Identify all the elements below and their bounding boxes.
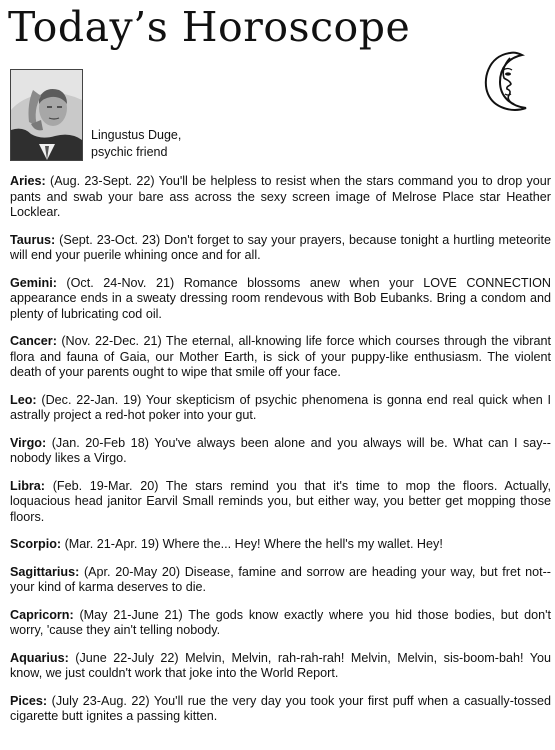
horoscope-entry-aries — [10, 174, 551, 221]
sign-name: Libra: — [10, 478, 45, 493]
sign-name: Scorpio: — [10, 537, 62, 551]
horoscope-entry-scorpio — [10, 537, 551, 553]
sign-name: Capricorn: — [10, 607, 74, 622]
horoscope-entry-virgo — [10, 436, 551, 467]
author-role: psychic friend — [91, 145, 168, 159]
sign-name: Cancer: — [10, 334, 57, 348]
horoscope-entry-sagittarius — [10, 565, 551, 596]
horoscope-text: (Sept. 23-Oct. 23) Don't forget to say your prayers, because tonight a hurtling meteorite will end your puerile whining once and for all. — [10, 232, 551, 262]
horoscope-entry-pices — [10, 694, 551, 725]
author-name: Lingustus Duge, — [91, 128, 182, 142]
horoscope-entry-leo — [10, 393, 551, 424]
horoscope-text: (Mar. 21-Apr. 19) Where the... Hey! Where the hell's my wallet. Hey! — [61, 537, 443, 551]
horoscope-text: (Feb. 19-Mar. 20) The stars remind you that it's time to mop the floors. Actually, loquacious head janitor Earvil Small reminds you, but either way, you better get mopping those floors. — [10, 478, 551, 524]
sign-name: Aries: — [10, 174, 46, 188]
sign-name: Gemini: — [10, 275, 57, 290]
horoscope-entry-libra — [10, 479, 551, 526]
horoscope-text: (Jan. 20-Feb 18) You've always been alone and you always will be. What can I say--nobody likes a Virgo. — [10, 435, 551, 465]
horoscope-text: (July 23-Aug. 22) You'll rue the very day you took your first puff when a casually-tossed cigarette butt ignites a passing kitten. — [10, 693, 551, 723]
sign-name: Pices: — [10, 693, 48, 708]
sign-name: Taurus: — [10, 232, 56, 247]
horoscope-text: (Dec. 22-Jan. 19) Your skepticism of psychic phenomena is gonna end real quick when I astrally project a red-hot poker into your gut. — [10, 392, 551, 422]
author-caption — [91, 127, 181, 161]
sign-name: Virgo: — [10, 435, 47, 450]
horoscope-entry-taurus — [10, 233, 551, 264]
horoscope-text: (Nov. 22-Dec. 21) The eternal, all-knowing life force which courses through the vibrant flora and fauna of Gaia, our Mother Earth, is sick of your puppy-like enthusiasm. The violent death of your parents ought to wipe that smile off your face. — [10, 334, 551, 379]
horoscope-text: (May 21-June 21) The gods know exactly where you hid those bodies, but don't worry, 'cause they ain't telling nobody. — [10, 607, 551, 637]
horoscope-entry-capricorn — [10, 608, 551, 639]
page-title: Today’s Horoscope — [8, 3, 411, 51]
horoscope-text: (Oct. 24-Nov. 21) Romance blossoms anew when your LOVE CONNECTION appearance ends in a sweaty dressing room rendevous with Bob Eubanks. Bring a condom and plenty of lubricating cod oil. — [10, 275, 551, 321]
horoscope-entry-gemini — [10, 276, 551, 323]
horoscope-list — [10, 174, 551, 737]
crescent-moon-face-icon — [480, 50, 536, 114]
horoscope-text: (June 22-July 22) Melvin, Melvin, rah-rah-rah! Melvin, Melvin, sis-boom-bah! You know, we just couldn't work that joke into the World Report. — [10, 650, 551, 680]
sign-name: Leo: — [10, 392, 37, 407]
author-photo — [10, 69, 83, 161]
sign-name: Sagittarius: — [10, 564, 80, 579]
horoscope-entry-aquarius — [10, 651, 551, 682]
horoscope-text: (Apr. 20-May 20) Disease, famine and sorrow are heading your way, but fret not--your kind of karma deserves to die. — [10, 564, 551, 594]
horoscope-text: (Aug. 23-Sept. 22) You'll be helpless to resist when the stars command you to drop your pants and swab your bare ass across the sexy screen image of Melrose Place star Heather Locklear. — [10, 174, 551, 219]
sign-name: Aquarius: — [10, 650, 69, 665]
horoscope-entry-cancer — [10, 334, 551, 381]
